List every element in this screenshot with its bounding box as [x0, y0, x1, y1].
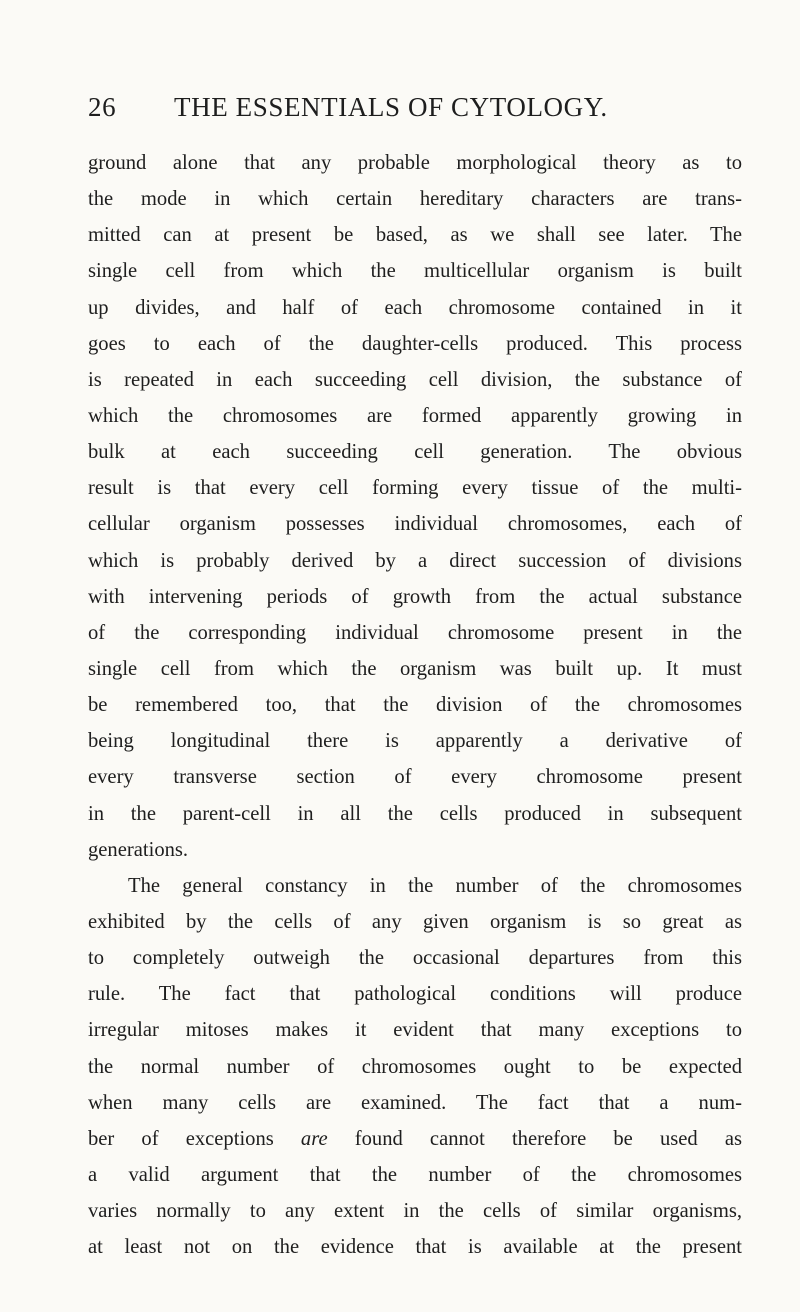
text-line: result is that every cell forming every tissue of the multi-: [88, 477, 742, 500]
text-line: every transverse section of every chromosome present: [88, 766, 742, 789]
text-line: with intervening periods of growth from the actual substance: [88, 585, 742, 608]
text-fragment: ber of exceptions: [88, 1127, 274, 1150]
text-line: is repeated in each succeeding cell division, the substance of: [88, 368, 742, 391]
text-line: rule. The fact that pathological conditions will produce: [88, 983, 742, 1006]
text-line: ground alone that any probable morphological theory as to: [88, 152, 742, 174]
text-line: a valid argument that the number of the chromosomes: [88, 1163, 742, 1186]
running-title: THE ESSENTIALS OF CYTOLOGY.: [174, 92, 608, 122]
text-line: up divides, and half of each chromosome contained in it: [88, 296, 742, 319]
running-header: [88, 92, 748, 132]
paragraph-start-line: The general constancy in the number of the chromosomes: [128, 874, 742, 897]
italic-emphasis: are: [300, 1127, 328, 1150]
text-line: irregular mitoses makes it evident that many exceptions to: [88, 1019, 742, 1042]
text-line: single cell from which the organism was built up. It must: [88, 657, 742, 680]
text-line: to completely outweigh the occasional departures from this: [88, 947, 742, 970]
text-line-with-italic: [88, 1121, 742, 1157]
text-line: at least not on the evidence that is available at the present: [88, 1236, 742, 1259]
paragraph-end-line: generations.: [88, 838, 189, 861]
text-line: which is probably derived by a direct succession of divisions: [88, 549, 742, 572]
text-line: in the parent-cell in all the cells produced in subsequent: [88, 802, 742, 825]
text-line: varies normally to any extent in the cells of similar organisms,: [88, 1200, 742, 1223]
text-fragment: found cannot therefore be used as: [354, 1127, 742, 1150]
text-line: the normal number of chromosomes ought to be expected: [88, 1055, 742, 1078]
text-line: being longitudinal there is apparently a derivative of: [88, 730, 742, 753]
text-line: which the chromosomes are formed apparently growing in: [88, 404, 742, 427]
text-line: when many cells are examined. The fact that a num-: [88, 1091, 742, 1114]
text-line: exhibited by the cells of any given organism is so great as: [88, 910, 742, 933]
body-text: [88, 145, 742, 1265]
text-line: goes to each of the daughter-cells produced. This process: [88, 332, 742, 355]
text-line: mitted can at present be based, as we shall see later. The: [88, 224, 742, 247]
text-line: bulk at each succeeding cell generation. The obvious: [88, 441, 742, 464]
text-line: cellular organism possesses individual chromosomes, each of: [88, 513, 742, 536]
page-number: 26: [88, 92, 117, 122]
text-line: single cell from which the multicellular organism is built: [88, 260, 742, 283]
text-line: of the corresponding individual chromosome present in the: [88, 621, 742, 644]
text-line: the mode in which certain hereditary characters are trans-: [88, 188, 742, 211]
text-line: be remembered too, that the division of the chromosomes: [88, 694, 742, 717]
